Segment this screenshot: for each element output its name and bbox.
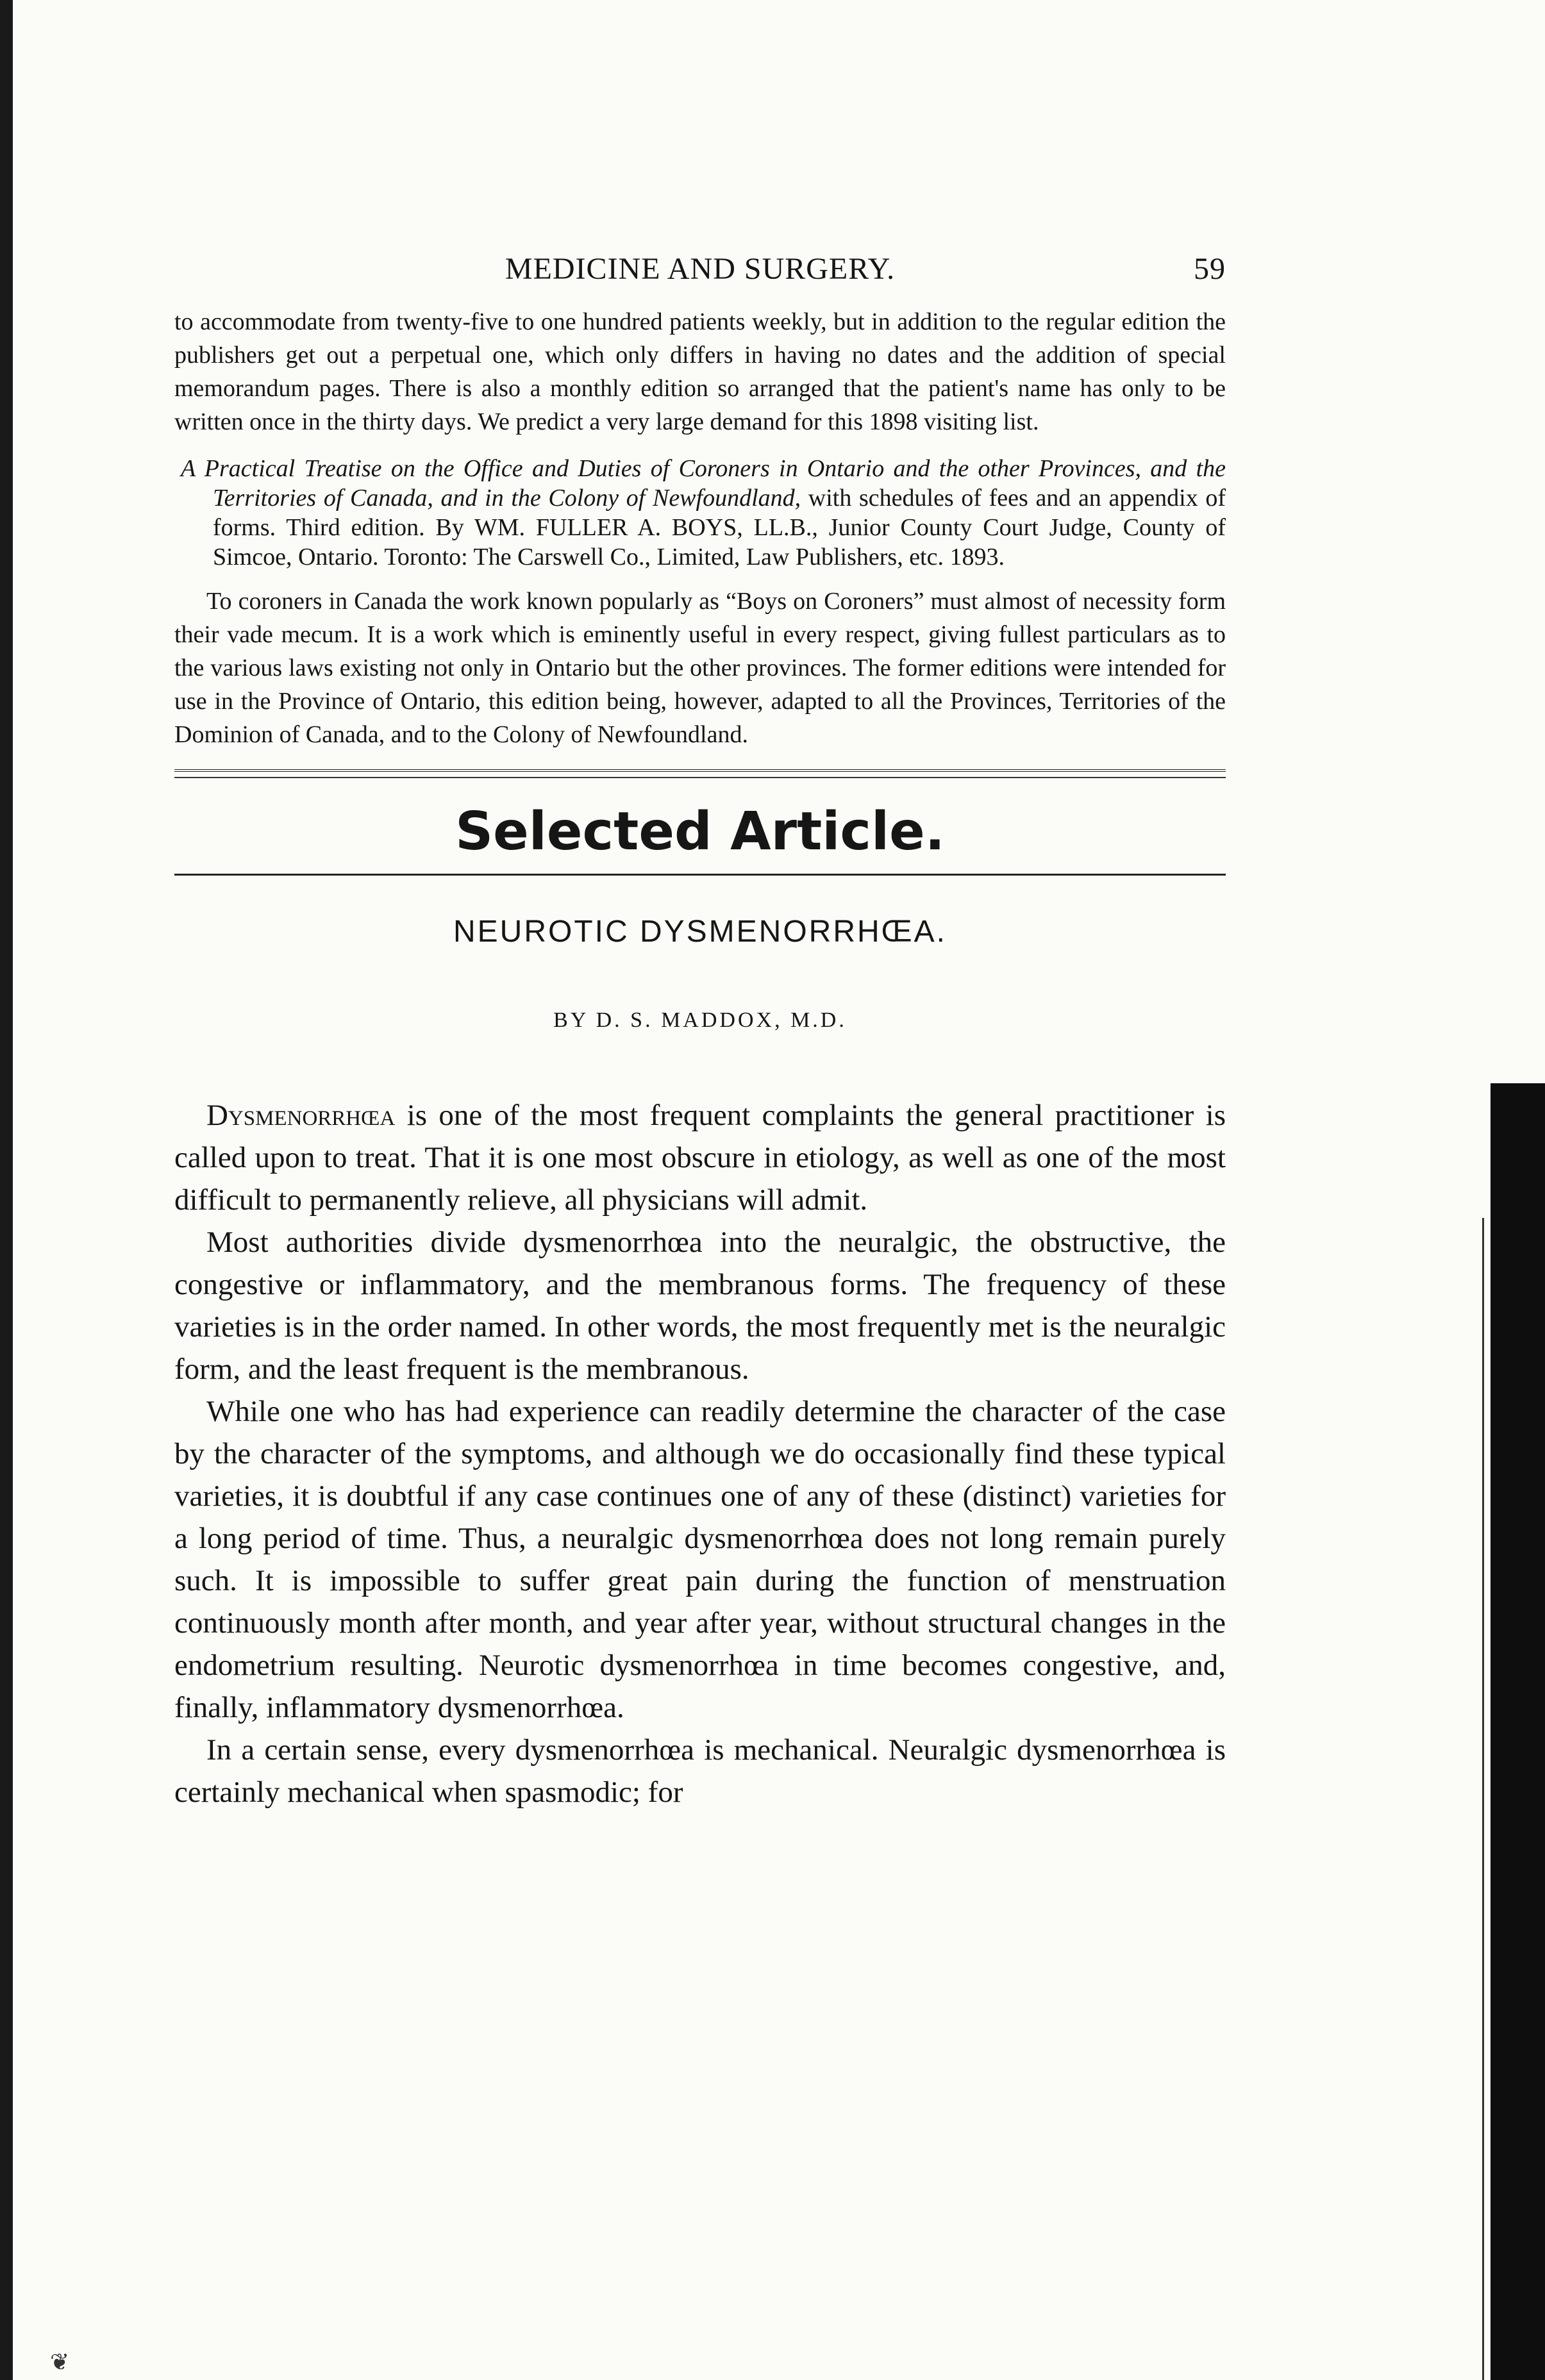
continued-paragraph: to accommodate from twenty-five to one hundred patients weekly, but in addition to the regular edition the publishers get out a perpetual one, which only differs in having no dates and the addition of special memorandum pages. There is also a monthly edition so arranged that the patient's name has only to be written once in the thirty days. We predict a very large demand for this 1898 visiting list. [174, 308, 1226, 435]
scan-mark-icon: ❦ [50, 2349, 70, 2375]
scan-right-line [1482, 1218, 1484, 2380]
article-paragraph-1 [174, 1094, 1226, 1221]
section-separator [174, 769, 1226, 778]
page [174, 251, 1226, 1813]
article-byline: BY D. S. MADDOX, M.D. [553, 1008, 847, 1032]
section-rule [174, 874, 1226, 876]
book-review-body: To coroners in Canada the work known popularly as “Boys on Coroners” must almost of necessity form their vade mecum. It is a work which is eminently useful in every respect, giving fullest particulars as to the various laws existing not only in Ontario but the other provinces. The former editions were intended for use in the Province of Ontario, this edition being, however, adapted to all the Provinces, Territories of the Dominion of Canada, and to the Colony of Newfoundland. [174, 588, 1226, 748]
scan-right-edge [1491, 1083, 1545, 2380]
article-paragraph-4: In a certain sense, every dysmenorrhœa is mechanical. Neuralgic dysmenorrhœa is certainly mechanical when spasmodic; for [174, 1733, 1226, 1809]
scan-left-edge [0, 0, 13, 2380]
running-header [174, 251, 1226, 305]
book-review-citation [174, 454, 1226, 572]
article-paragraph-3: While one who has had experience can readily determine the character of the case by the character of the symptoms, and although we do occasionally find these typical varieties, it is doubtful if any case continues one of any of these (distinct) varieties for a long period of time. Thus, a neuralgic dysmenorrhœa does not long remain purely such. It is impossible to suffer great pain during the function of menstruation continuously month after month, and year after year, without structural changes in the endometrium resulting. Neurotic dysmenorrhœa in time becomes congestive, and, finally, inflammatory dysmenorrhœa. [174, 1395, 1226, 1724]
book-title: A Practical Treatise on the Office and Duties of Coroners in Ontario and the other Provinces, and the Territories of Canada, and in the Colony of Newfoundland, [181, 455, 1226, 512]
article-paragraph-2: Most authorities divide dysmenorrhœa into the neuralgic, the obstructive, the congestive or inflammatory, and the membranous forms. The frequency of these varieties is in the order named. In other words, the most frequently met is the neuralgic form, and the least frequent is the membranous. [174, 1226, 1226, 1386]
page-number: 59 [1194, 252, 1226, 286]
lead-word: Dysmenorrhœa [206, 1099, 396, 1132]
book-details: with schedules of fees and an appendix of forms. Third edition. By WM. FULLER A. BOYS, LL.B., Junior County Court Judge, County of Simcoe, Ontario. Toronto: The Carswell Co., Limited, Law Publishers, etc. 1893. [213, 485, 1226, 570]
paragraph-1-text: is one of the most frequent complaints the general practitioner is called upon to treat. That it is one most obscure in etiology, as well as one of the most difficult to permanently relieve, all physicians will admit. [174, 1099, 1226, 1217]
section-title: Selected Article. [455, 801, 945, 862]
running-title: MEDICINE AND SURGERY. [505, 252, 896, 286]
article-title: NEUROTIC DYSMENORRHŒA. [453, 915, 948, 949]
